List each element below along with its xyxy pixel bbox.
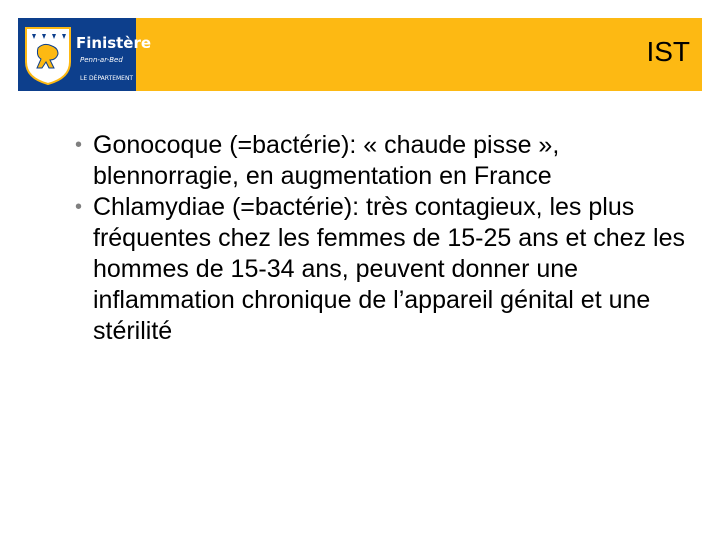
logo-subtitle: Penn-ar-Bed [80,56,123,64]
logo-caption: LE DÉPARTEMENT [80,75,134,82]
slide-title: IST [646,36,690,67]
logo-name: Finistère [76,34,152,52]
finistere-logo [18,18,152,91]
bullet-text: Chlamydiae (=bactérie): très contagieux, les plus fréquentes chez les femmes de 15-25 ans et chez les hommes de 15-34 ans, peuvent donner une inflammation chronique de l’appareil génital et une stérilité [93,193,685,345]
bullet-item [75,192,690,347]
bullet-symbol: • [75,196,83,218]
bullet-symbol: • [75,134,83,156]
bullet-text: Gonocoque (=bactérie): « chaude pisse », blennorragie, en augmentation en France [93,131,560,190]
slide-content [75,130,690,347]
bullet-item [75,130,690,192]
